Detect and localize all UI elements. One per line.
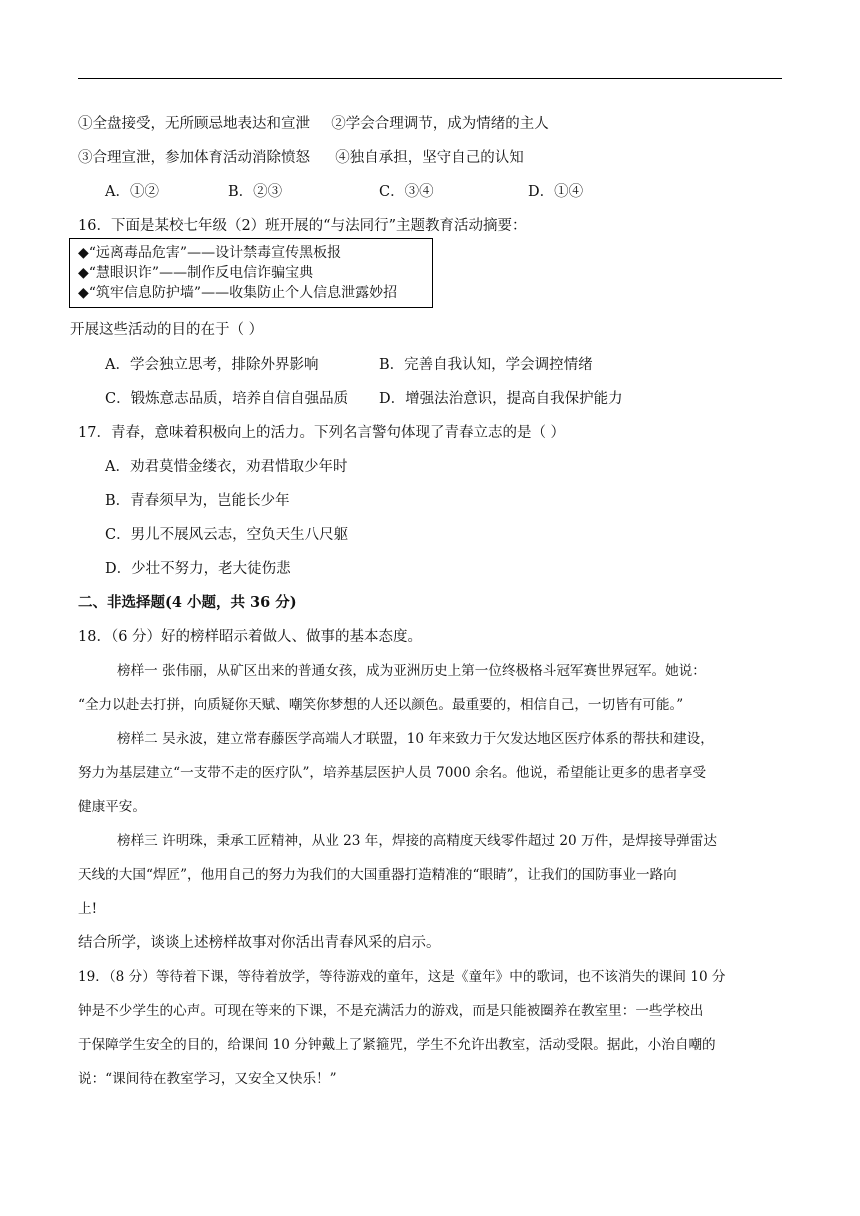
q18-question: 结合所学，谈谈上述榜样故事对你活出青春风采的启示。	[78, 935, 441, 951]
q17-stem: 17．青春，意味着积极向上的活力。下列名言警句体现了青春立志的是（ ）	[78, 425, 566, 441]
q15-option-a: A．①②	[105, 184, 159, 200]
q15-option-c: C．③④	[379, 184, 434, 200]
q15-item-4: ④独自承担，坚守自己的认知	[335, 150, 524, 166]
q16-activity-1: ◆“远离毒品危害”——设计禁毒宣传黑板报	[78, 245, 342, 261]
q18-role-model-3-line-1: 榜样三 许明珠，秉承工匠精神，从业 23 年，焊接的高精度天线零件超过 20 万件，是焊接导弹雷达	[117, 833, 717, 849]
q18-role-model-1-line-2: “全力以赴去打拼，向质疑你天赋、嘲笑你梦想的人还以颜色。最重要的，相信自己，一切皆有可能。”	[78, 697, 684, 713]
q19-line-4: 说：“课间待在教室学习，又安全又快乐！”	[78, 1071, 337, 1087]
q19-line-2: 钟是不少学生的心声。可现在等来的下课，不是充满活力的游戏，而是只能被圈养在教室里：一些学校出	[78, 1003, 704, 1019]
q18-role-model-3-line-3: 上!	[78, 901, 98, 917]
q15-items-row-1	[78, 112, 549, 133]
q15-item-3: ③合理宣泄，参加体育活动消除愤怒	[78, 150, 310, 166]
q17-option-b: B．青春须早为，岂能长少年	[105, 493, 290, 509]
q15-items-row-2	[78, 146, 524, 167]
q19-line-1: 19．（8 分）等待着下课，等待着放学，等待游戏的童年，这是《童年》中的歌词，也不该消失的课间 10 分	[78, 969, 726, 985]
q16-option-c: C．锻炼意志品质，培养自信自强品质	[105, 391, 349, 407]
q16-activity-3: ◆“筑牢信息防护墙”——收集防止个人信息泄露妙招	[78, 285, 398, 301]
q16-option-d: D．增强法治意识，提高自我保护能力	[379, 391, 623, 407]
q15-item-2: ②学会合理调节，成为情绪的主人	[331, 116, 549, 132]
header-rule	[78, 78, 782, 79]
q16-option-a: A．学会独立思考，排除外界影响	[105, 357, 319, 373]
q18-stem: 18．（6 分）好的榜样昭示着做人、做事的基本态度。	[78, 629, 423, 645]
q18-role-model-2-line-2: 努力为基层建立“一支带不走的医疗队”，培养基层医护人员 7000 余名。他说，希望能让更多的患者享受	[78, 765, 707, 781]
q17-option-d: D．少壮不努力，老大徒伤悲	[105, 561, 291, 577]
q16-activity-box	[69, 238, 433, 308]
q19-line-3: 于保障学生安全的目的，给课间 10 分钟戴上了紧箍咒，学生不允许出教室，活动受限。据此，小治自嘲的	[78, 1037, 716, 1053]
q15-item-1: ①全盘接受，无所顾忌地表达和宣泄	[78, 116, 310, 132]
q16-activity-2: ◆“慧眼识诈”——制作反电信诈骗宝典	[78, 265, 314, 281]
q18-role-model-3-line-2: 天线的大国“焊匠”，他用自己的努力为我们的大国重器打造精准的“眼睛”，让我们的国防事业一路向	[78, 867, 677, 883]
q16-option-b: B．完善自我认知，学会调控情绪	[379, 357, 593, 373]
q16-question: 开展这些活动的目的在于（ ）	[70, 322, 264, 338]
q18-role-model-2-line-1: 榜样二 吴永波，建立常春藤医学高端人才联盟，10 年来致力于欠发达地区医疗体系的帮扶和建设，	[117, 731, 714, 747]
section-2-title: 二、非选择题(4 小题，共 36 分)	[78, 594, 297, 611]
q18-role-model-2-line-3: 健康平安。	[78, 799, 146, 815]
q17-option-a: A．劝君莫惜金缕衣，劝君惜取少年时	[105, 459, 348, 475]
q17-option-c: C．男儿不展风云志，空负天生八尺躯	[105, 527, 349, 543]
q18-role-model-1-line-1: 榜样一 张伟丽，从矿区出来的普通女孩，成为亚洲历史上第一位终极格斗冠军赛世界冠军。她说：	[117, 663, 706, 679]
q15-option-d: D．①④	[528, 184, 584, 200]
q16-stem: 16．下面是某校七年级（2）班开展的“与法同行”主题教育活动摘要：	[78, 218, 527, 234]
q15-option-b: B．②③	[228, 184, 283, 200]
